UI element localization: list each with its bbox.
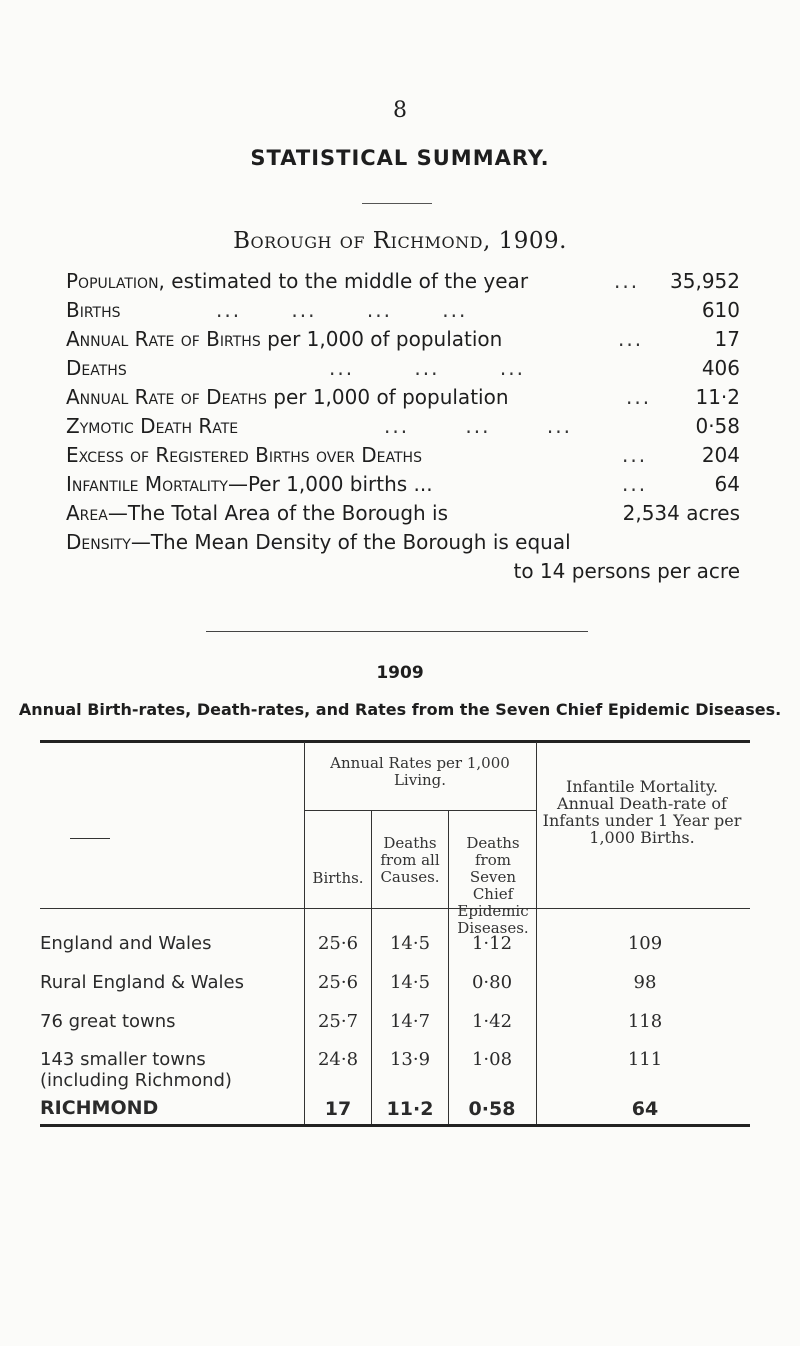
stat-zymotic [66, 412, 740, 441]
stat-value: 64 [714, 472, 740, 496]
stat-population [66, 267, 740, 296]
table-divider [448, 810, 449, 1124]
stat-label: Population, [66, 269, 165, 293]
stat-label-rest: —Per 1,000 births ... [227, 472, 433, 496]
stat-label: Annual Rate of Deaths [66, 385, 267, 409]
cell-infantile: 64 [631, 1098, 659, 1120]
statistics-list [66, 267, 740, 586]
stat-value: 610 [701, 298, 740, 322]
stat-infantile [66, 470, 740, 499]
table-bottom-rule [40, 1124, 750, 1127]
table-row-label: 143 smaller towns [40, 1049, 206, 1070]
cell-births: 25·6 [317, 972, 359, 993]
stat-label-rest: per 1,000 of population [260, 327, 503, 351]
cell-deaths: 14·5 [389, 972, 431, 993]
cell-epidemic: 1·12 [471, 933, 513, 954]
cell-infantile: 111 [627, 1049, 663, 1070]
cell-births: 25·6 [317, 933, 359, 954]
stat-leader: ... [622, 472, 648, 496]
table-row-label: England and Wales [40, 933, 212, 954]
stat-leader: ... [614, 269, 640, 293]
stat-value: 17 [714, 327, 740, 351]
cell-deaths: 14·5 [389, 933, 431, 954]
stat-leader: ... ... ... ... [216, 298, 468, 322]
stat-label-rest: per 1,000 of population [266, 385, 509, 409]
header-annual-rates: Annual Rates per 1,000 Living. [330, 754, 510, 789]
header-births: Births. [312, 869, 364, 887]
table-divider [371, 810, 372, 1124]
stat-value: 2,534 acres [622, 501, 740, 525]
cell-epidemic: 1·08 [471, 1049, 513, 1070]
stat-label: Density [66, 530, 131, 554]
stat-density-continuation [66, 557, 740, 586]
cell-epidemic: 1·42 [471, 1011, 513, 1032]
cell-deaths: 13·9 [389, 1049, 431, 1070]
table-year: 1909 [376, 663, 424, 683]
cell-births: 17 [324, 1098, 352, 1120]
cell-epidemic: 0·58 [468, 1098, 516, 1120]
header-infantile: Infantile Mortality. Annual Death-rate of Infants under 1 Year per 1,000 Births. [542, 777, 742, 847]
stat-deaths [66, 354, 740, 383]
stat-value: 11·2 [695, 385, 740, 409]
cell-births: 25·7 [317, 1011, 359, 1032]
stat-label: Area [66, 501, 108, 525]
stat-label: Deaths [66, 356, 127, 380]
table-row-label: Rural England & Wales [40, 972, 244, 993]
stat-label-rest: —The Mean Density of the Borough is equal [130, 530, 571, 554]
cell-deaths: 14·7 [389, 1011, 431, 1032]
stat-excess [66, 441, 740, 470]
cell-infantile: 118 [627, 1011, 663, 1032]
cell-deaths: 11·2 [386, 1098, 434, 1120]
cell-infantile: 98 [633, 972, 657, 993]
stat-leader: ... [626, 385, 652, 409]
stat-label: Infantile Mortality [66, 472, 228, 496]
table-top-rule [40, 740, 750, 743]
stat-density [66, 528, 740, 557]
table-row-sublabel: (including Richmond) [40, 1070, 232, 1091]
table-row-label: 76 great towns [40, 1011, 176, 1032]
stat-area [66, 499, 740, 528]
title-divider [362, 203, 432, 204]
table-row-label: RICHMOND [40, 1097, 159, 1119]
stat-value: 0·58 [695, 414, 740, 438]
stat-value: 204 [701, 443, 740, 467]
stat-label-rest: estimated to the middle of the year [164, 269, 529, 293]
subtitle: Borough of Richmond, 1909. [233, 228, 567, 254]
stat-label: Births [66, 298, 121, 322]
stat-leader: ... [618, 327, 644, 351]
table-title: Annual Birth-rates, Death-rates, and Rates from the Seven Chief Epidemic Diseases. [18, 700, 782, 719]
header-deaths: Deaths from all Causes. [380, 834, 440, 886]
page-title: STATISTICAL SUMMARY. [250, 146, 550, 170]
stat-birth-rate [66, 325, 740, 354]
cell-epidemic: 0·80 [471, 972, 513, 993]
header-epidemic: Deaths from Seven Chief Epidemic Diseases. [457, 834, 529, 937]
stat-death-rate [66, 383, 740, 412]
density-value: to 14 persons per acre [513, 559, 740, 583]
stat-label-rest: —The Total Area of the Borough is [107, 501, 449, 525]
page-number: 8 [393, 98, 407, 123]
stat-leader: ... ... ... [384, 414, 572, 438]
stat-label: Excess of Registered Births over Deaths [66, 443, 422, 467]
stat-value: 406 [701, 356, 740, 380]
stat-label: Zymotic Death Rate [66, 414, 239, 438]
table-divider [305, 810, 536, 811]
stat-leader: ... [622, 443, 648, 467]
stat-value: 35,952 [670, 269, 740, 293]
stat-label: Annual Rate of Births [66, 327, 261, 351]
stat-leader: ... ... ... [329, 356, 525, 380]
stat-births [66, 296, 740, 325]
table-divider [40, 908, 750, 909]
cell-births: 24·8 [317, 1049, 359, 1070]
cell-infantile: 109 [627, 933, 663, 954]
section-divider [206, 631, 588, 632]
table-divider [70, 838, 110, 839]
